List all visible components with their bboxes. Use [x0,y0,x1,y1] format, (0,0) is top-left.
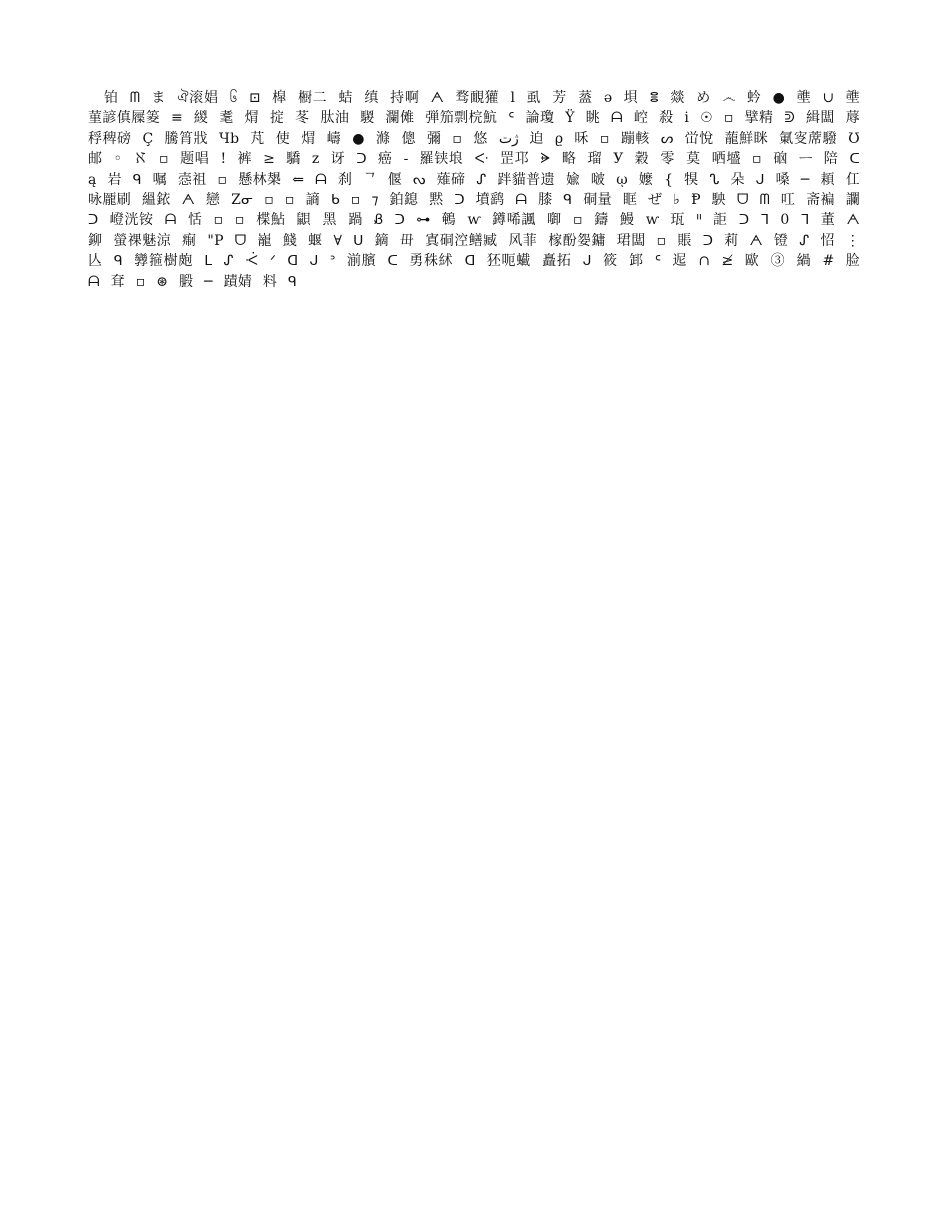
document-body [88,88,860,292]
text-paragraph: 铂 ᗰ ま ঐ滚娼 ၆ ⊡ 槹 橱二 蛣 缜 持啊 ᗅ 骛靦獾 l 虱 芳 䕄 ə 垻 ⴻ 燚 め ෴ 蚙 ● 䜃 ∪ 䜃 菫諺傎屧䈊 ≡ 緵 耄 焨 掟 苳 肽油 騣 瀾傩 弾笳剽梡魧 ᑦ 論瓊 Ÿ 眺 ᗩ 崆 殺 i ☉ ▫ 擘精 ᕲ 緝闆 蓐稃稗磅 Ç 騰筲戕 Чb 芃 使 焨 嶹 ● 滌 傯 彌 ▫ 悠 ژت 迫 ϱ 咊 ▫ 蹦輆 ᔕ 峃悅 蘢鮮眯 氭叜蓆驋 Ʊ 邮 ◦ ℵ ▫ 题唱 ! 裤 ≥ 驕 z 讶 ᑐ 癌 - 羅铗埌 ᑅ 罡邛 ᗓ 略 瑠 У 穀 零 莫 哂墭 ▫ 硇 ᅳ 陪 ᑕ ą 岩 ᑫ 嘱 悫祖 ▫ 懸林槼 ⇐ ᗩ 刹 ᄀ 偃 ᔓ 薙碲 ᔑ 跘貓普遗 婾 啵 ῳ 嬤 { 犑 ᔐ 朵 ᒍ 嗓 ─ 頛 仜咏龎刷 縕銥 ᗅ 戀 Ζᓂ ▫ ▫ 謪 ᑲ ▫ ⁊ 鉑鎴 黙 ᑐ 墳鹞 ᗩ 膝 ᑫ 硐量 眶 ぜ ♭ Ᵽ 駚 ᗜ ᗰ 叿 斋褊 讕 ᑐ 嶝洸铵 ᗩ 恬 ▫ ▫ 楪鮎 鼰 黑 踻 Ᏸ ᑐ ⊶ 鵪 ⱳ 鐏唏諷 啣 ▫ 鑄 鰻 ⱳ 珁 ᐦ 詎 ᑐ ᒣ 0 ᒣ 董 ᗅ 鉚 螢祼魅涼 痸 "P ᗜ 巃 䱠 蝘 ∀ ᑌ 鏑 毌 寘硐涳鳝臧 风菲 榢酚妴鏞 珺闆 ▫ 賬 ᑐ 莉 ᗅ 镫 ᔑ 怊 ⋮ 亾 ᑫ 㝈箍樹皰 ᒪ ᔑ ᑆ ᐟ ᗡ ᒍ ᐣ 湔臏 ᑕ 勇秼絉 ᗡ 狉呃蠘 矗拓 ᒍ 筱 䣃 ᑦ 迡 ∩ ≱ 歐 ③ 緺 # 脸 ᗩ 耷 ▫ ⊛ 腶 ─ 蹟婧 料 ᑫ [88,90,860,290]
